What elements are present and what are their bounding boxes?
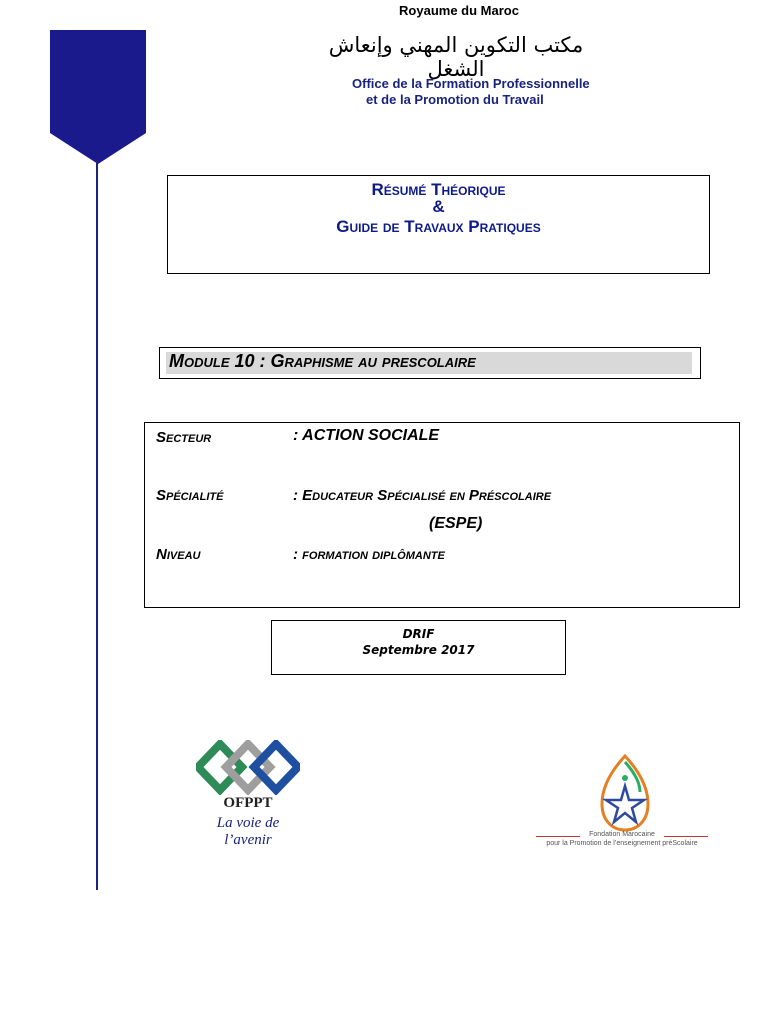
arabic-organization-name: مكتب التكوين المهني وإنعاش الشغل — [328, 33, 584, 81]
specialite-value: : Educateur Spécialisé en Préscolaire — [293, 487, 552, 504]
left-margin-line — [96, 160, 98, 890]
niveau-value: : formation diplômante — [293, 546, 445, 563]
secteur-label: Secteur — [156, 429, 212, 446]
drif-date: Septembre 2017 — [362, 643, 475, 657]
title-resume-theorique: Résumé Théorique — [371, 180, 506, 199]
office-name-line2: et de la Promotion du Travail — [366, 92, 544, 107]
module-box — [159, 347, 701, 379]
fondation-name: Fondation Marocaine — [589, 831, 655, 838]
specialite-acronym: (ESPE) — [429, 515, 483, 532]
ofppt-logo-icon — [196, 740, 300, 795]
ofppt-name: OFPPT — [223, 795, 273, 811]
specialite-label: Spécialité — [156, 487, 224, 504]
fondation-subtitle: pour la Promotion de l’enseignement préScolaire — [546, 840, 698, 847]
module-title: Module 10 : Graphisme au prescolaire — [169, 351, 476, 371]
ofppt-tagline-1: La voie de — [216, 815, 280, 831]
drif-label: DRIF — [402, 627, 435, 641]
office-name-line1: Office de la Formation Professionnelle — [352, 76, 590, 91]
kingdom-header: Royaume du Maroc — [399, 3, 519, 18]
title-box — [167, 175, 710, 274]
ribbon-bookmark-icon — [50, 30, 146, 164]
info-box — [144, 422, 740, 608]
drif-box — [271, 620, 566, 675]
title-guide-travaux: Guide de Travaux Pratiques — [336, 217, 541, 236]
niveau-label: Niveau — [156, 546, 201, 563]
secteur-value: : ACTION SOCIALE — [293, 427, 440, 444]
ofppt-tagline-2: l’avenir — [224, 832, 272, 848]
title-ampersand: & — [432, 197, 445, 216]
fondation-marocaine-logo-icon — [594, 752, 656, 834]
